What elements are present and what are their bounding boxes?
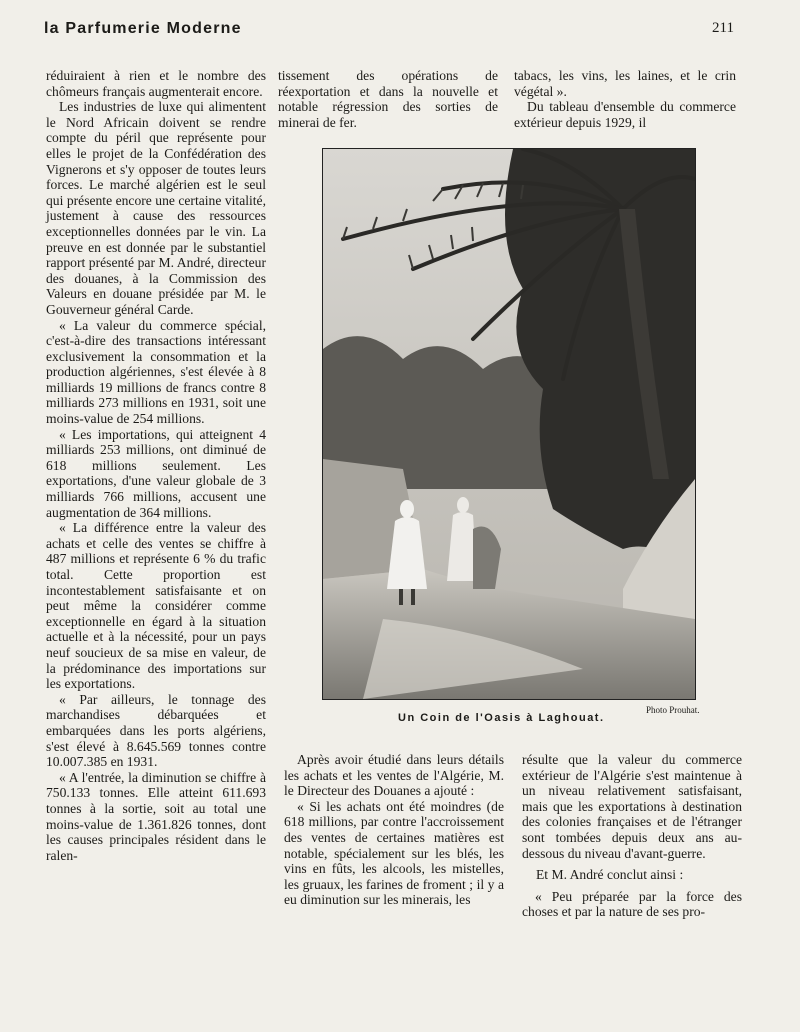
left-column	[46, 68, 266, 863]
photo-credit: Photo Prouhat.	[646, 705, 700, 715]
paragraph: réduiraient à rien et le nombre des chômeurs français augmenterait encore.	[46, 68, 266, 99]
paragraph: « Si les achats ont été moindres (de 618 millions, par contre l'accroissement des ventes de certaines matières est notable, spécialement sur les blés, les vins en fûts, les alcools, les mistelles, les gruaux, les farines de froment ; il y a eu diminution sur les minerais, les	[284, 798, 504, 908]
photo-caption: Un Coin de l'Oasis à Laghouat.	[398, 712, 605, 724]
paragraph: « Les importations, qui atteignent 4 milliards 253 millions, ont diminué de 618 millions seulement. Les exportations, d'une valeur globale de 3 milliards 766 millions, accusent une augmentation de 364 millions.	[46, 426, 266, 520]
paragraph: résulte que la valeur du commerce extérieur de l'Algérie s'est maintenue à un niveau relativement satisfaisant, mais que les exportations à destination des colonies françaises et de l'étranger sont tombées depuis deux ans au-dessous du niveau d'avant-guerre.	[522, 752, 742, 861]
paragraph: Et M. André conclut ainsi :	[536, 867, 684, 883]
oasis-photograph	[322, 148, 696, 700]
paragraph: « La différence entre la valeur des achats et celle des ventes se chiffre à 487 millions et représente 6 % du trafic total. Cette proportion est incontestablement satisfaisante et on peut même la considérer comme exceptionnelle en égard à la situation actuelle et à la nécessité, pour un pays neuf soucieux de sa mise en valeur, de la prédominance des importations sur les exportations.	[46, 520, 266, 692]
paragraph: Après avoir étudié dans leurs détails les achats et les ventes de l'Algérie, M. le Directeur des Douanes a ajouté :	[284, 752, 504, 799]
paragraph: « La valeur du commerce spécial, c'est-à-dire des transactions intéressant exclusivement la consommation et la production algériennes, s'est élevée à 8 milliards 19 millions de francs contre 8 milliards 273 millions en 1931, soit une moins-value de 254 millions.	[46, 317, 266, 427]
middle-column-bottom	[284, 752, 504, 908]
paragraph: Du tableau d'ensemble du commerce extérieur depuis 1929, il	[514, 99, 736, 130]
paragraph: tissement des opérations de réexportation et dans la nouvelle et notable régression des sorties de minerai de fer.	[278, 68, 498, 130]
paragraph: Les industries de luxe qui alimentent le Nord Africain doivent se rendre compte du péril que représente pour elles le projet de la Confédération des Vignerons et s'y opposer de toutes leurs forces. Le marché algérien est le seul qui présente encore une certaine vitalité, justement à cause des ressources exceptionnelles données par le vin. La preuve en est donnée par le substantiel rapport présenté par M. André, directeur des douanes, à la Commission des Valeurs en douane présidée par M. le Gouverneur général Carde.	[46, 99, 266, 317]
paragraph: tabacs, les vins, les laines, et le crin végétal ».	[514, 68, 736, 99]
running-header-title: la Parfumerie Moderne	[44, 20, 242, 37]
middle-column-top	[278, 68, 498, 130]
paragraph: « Peu préparée par la force des choses et par la nature de ses pro-	[522, 888, 742, 920]
right-column-bottom	[522, 752, 742, 920]
paragraph: « Par ailleurs, le tonnage des marchandises débarquées et embarquées dans les ports algériens, s'est élevé à 8.645.569 tonnes contre 10.007.385 en 1931.	[46, 691, 266, 770]
paragraph: « A l'entrée, la diminution se chiffre à 750.133 tonnes. Elle atteint 611.693 tonnes à la sortie, soit au total une moins-value de 1.361.826 tonnes, dont les causes principales résident dans le ralen-	[46, 769, 266, 863]
page-number: 211	[712, 20, 734, 36]
right-column-top	[514, 68, 736, 130]
